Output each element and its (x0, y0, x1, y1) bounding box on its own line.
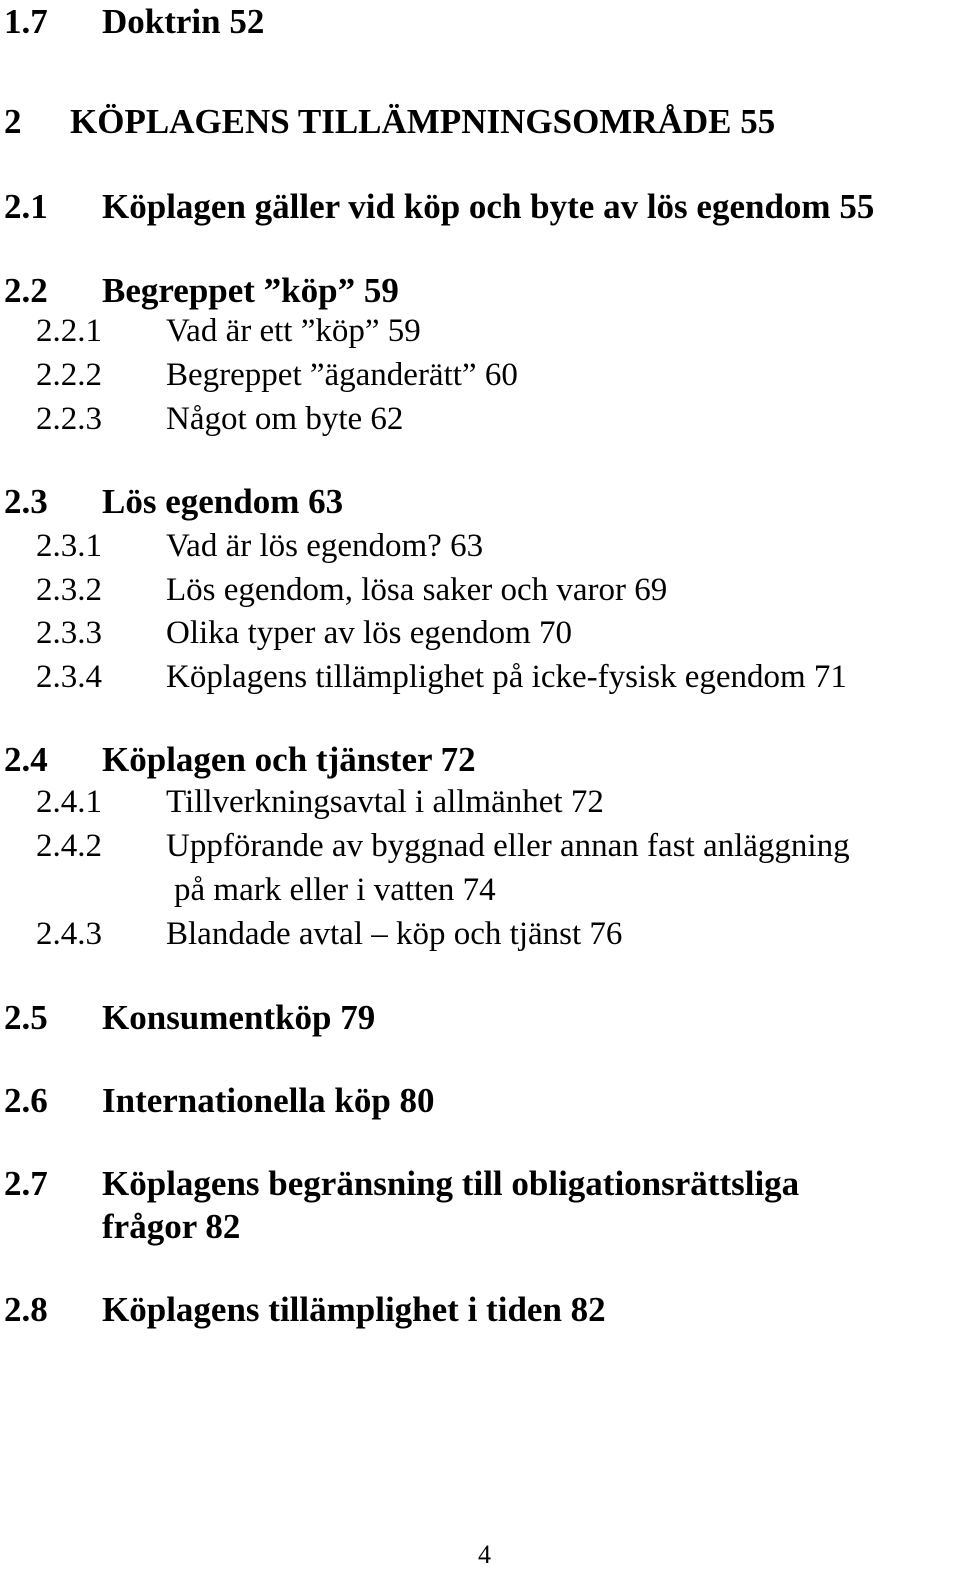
toc-number: 2.3.1 (36, 528, 102, 564)
toc-title: Konsumentköp 79 (102, 998, 376, 1037)
toc-number: 2.6 (4, 1081, 48, 1120)
toc-number: 2.8 (4, 1290, 48, 1329)
toc-title-continuation: på mark eller i vatten 74 (174, 872, 496, 908)
toc-title: Doktrin 52 (102, 2, 265, 41)
toc-number: 2.3.3 (36, 615, 102, 651)
toc-title: Köplagen och tjänster 72 (102, 740, 476, 779)
toc-number: 2.3 (4, 482, 48, 521)
toc-title: Vad är ett ”köp” 59 (166, 313, 421, 349)
toc-title: Något om byte 62 (166, 401, 404, 437)
toc-title: Begreppet ”äganderätt” 60 (166, 357, 518, 393)
toc-title: Begreppet ”köp” 59 (102, 271, 399, 310)
toc-title: Tillverkningsavtal i allmänhet 72 (166, 784, 604, 820)
toc-title: Köplagens tillämplighet på icke-fysisk egendom 71 (166, 659, 847, 695)
toc-title: Internationella köp 80 (102, 1081, 435, 1120)
toc-title: Köplagen gäller vid köp och byte av lös egendom 55 (102, 187, 875, 226)
toc-title: Olika typer av lös egendom 70 (166, 615, 572, 651)
toc-number: 2.3.2 (36, 572, 102, 608)
toc-title: Köplagens tillämplighet i tiden 82 (102, 1290, 606, 1329)
toc-title: Lös egendom, lösa saker och varor 69 (166, 572, 668, 608)
toc-number: 2.5 (4, 998, 48, 1037)
toc-title-continuation: frågor 82 (102, 1207, 241, 1246)
toc-number: 2.4.3 (36, 916, 102, 952)
toc-title: Uppförande av byggnad eller annan fast anläggning (166, 828, 850, 864)
toc-number: 2.3.4 (36, 659, 102, 695)
toc-number: 2.7 (4, 1164, 48, 1203)
toc-title: Köplagens begränsning till obligationsrättsliga (102, 1164, 800, 1203)
toc-title: Vad är lös egendom? 63 (166, 528, 484, 564)
toc-number: 2 (4, 102, 22, 141)
page-number: 4 (478, 1540, 491, 1569)
toc-number: 2.2.2 (36, 357, 102, 393)
toc-title: Blandade avtal – köp och tjänst 76 (166, 916, 623, 952)
toc-title: Lös egendom 63 (102, 482, 344, 521)
toc-number: 2.1 (4, 187, 48, 226)
toc-number: 2.4.1 (36, 784, 102, 820)
toc-number: 2.2.3 (36, 401, 102, 437)
toc-number: 1.7 (4, 2, 48, 41)
toc-number: 2.4.2 (36, 828, 102, 864)
toc-number: 2.4 (4, 740, 48, 779)
toc-title: KÖPLAGENS TILLÄMPNINGSOMRÅDE 55 (70, 102, 776, 141)
toc-number: 2.2 (4, 271, 48, 310)
toc-number: 2.2.1 (36, 313, 102, 349)
